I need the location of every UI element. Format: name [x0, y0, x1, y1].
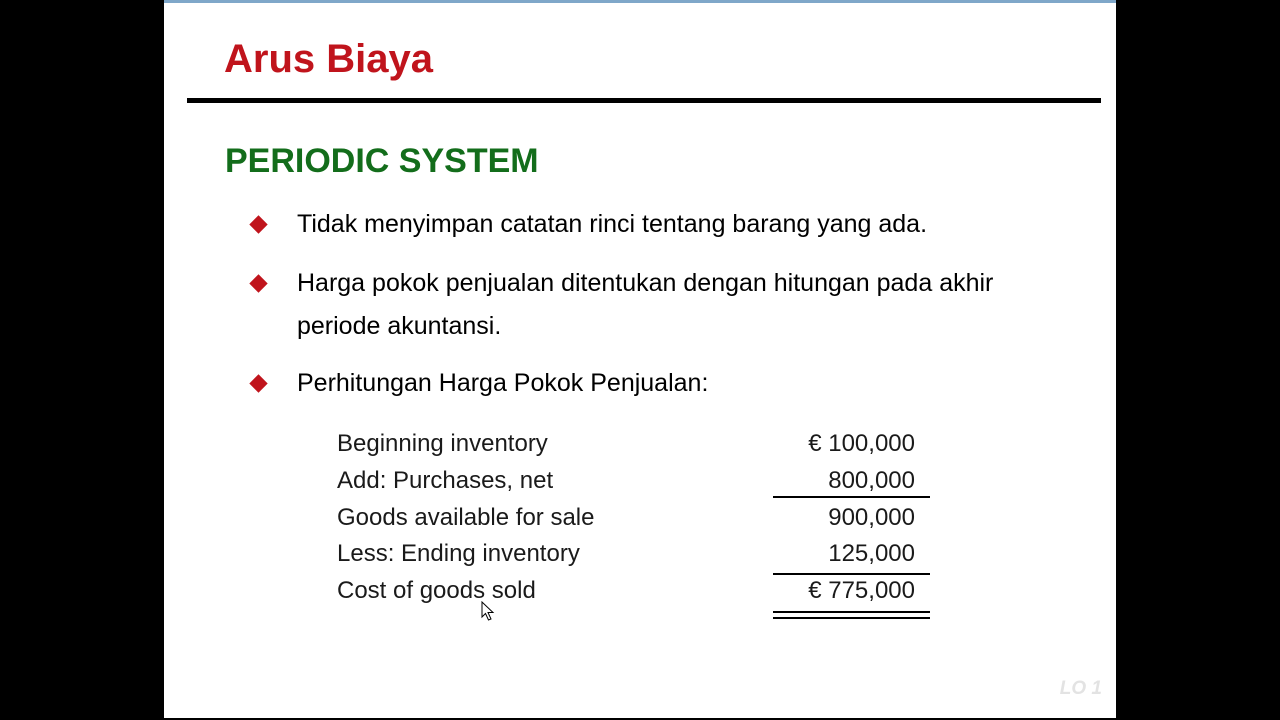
calculation-row: [337, 572, 937, 609]
calculation-amount: 900,000: [828, 504, 915, 531]
calculation-row: [337, 425, 937, 462]
calculation-amount: € 100,000: [808, 430, 915, 457]
bullet-text: Perhitungan Harga Pokok Penjualan:: [297, 369, 709, 397]
subtotal-underline: [773, 496, 930, 498]
diamond-bullet-icon: [249, 274, 267, 292]
total-double-underline: [773, 611, 930, 613]
calculation-amount: 125,000: [828, 540, 915, 567]
calculation-label: Add: Purchases, net: [337, 467, 554, 494]
slide-top-strip: [164, 0, 1116, 3]
diamond-bullet-icon: [249, 215, 267, 233]
bullet-text: Harga pokok penjualan ditentukan dengan hitungan pada akhir periode akuntansi.: [297, 269, 994, 340]
calculation-label: Less: Ending inventory: [337, 540, 580, 567]
calculation-row: [337, 535, 937, 572]
calculation-amount: 800,000: [828, 467, 915, 494]
calculation-label: Goods available for sale: [337, 504, 595, 531]
calculation-row: [337, 499, 937, 536]
total-double-underline: [773, 617, 930, 619]
bullet-text: Tidak menyimpan catatan rinci tentang barang yang ada.: [297, 210, 928, 238]
slide: [164, 0, 1116, 718]
calculation-label: Beginning inventory: [337, 430, 548, 457]
title-divider: [187, 98, 1101, 103]
calculation-label: Cost of goods sold: [337, 577, 536, 604]
diamond-bullet-icon: [249, 374, 267, 392]
subtotal-underline: [773, 573, 930, 575]
slide-title: Arus Biaya: [224, 37, 433, 81]
section-heading: PERIODIC SYSTEM: [225, 142, 539, 180]
calculation-row: [337, 462, 937, 499]
learning-objective-tag: LO 1: [1059, 678, 1102, 699]
mouse-pointer-icon: [481, 601, 495, 621]
calculation-amount: € 775,000: [808, 577, 915, 604]
